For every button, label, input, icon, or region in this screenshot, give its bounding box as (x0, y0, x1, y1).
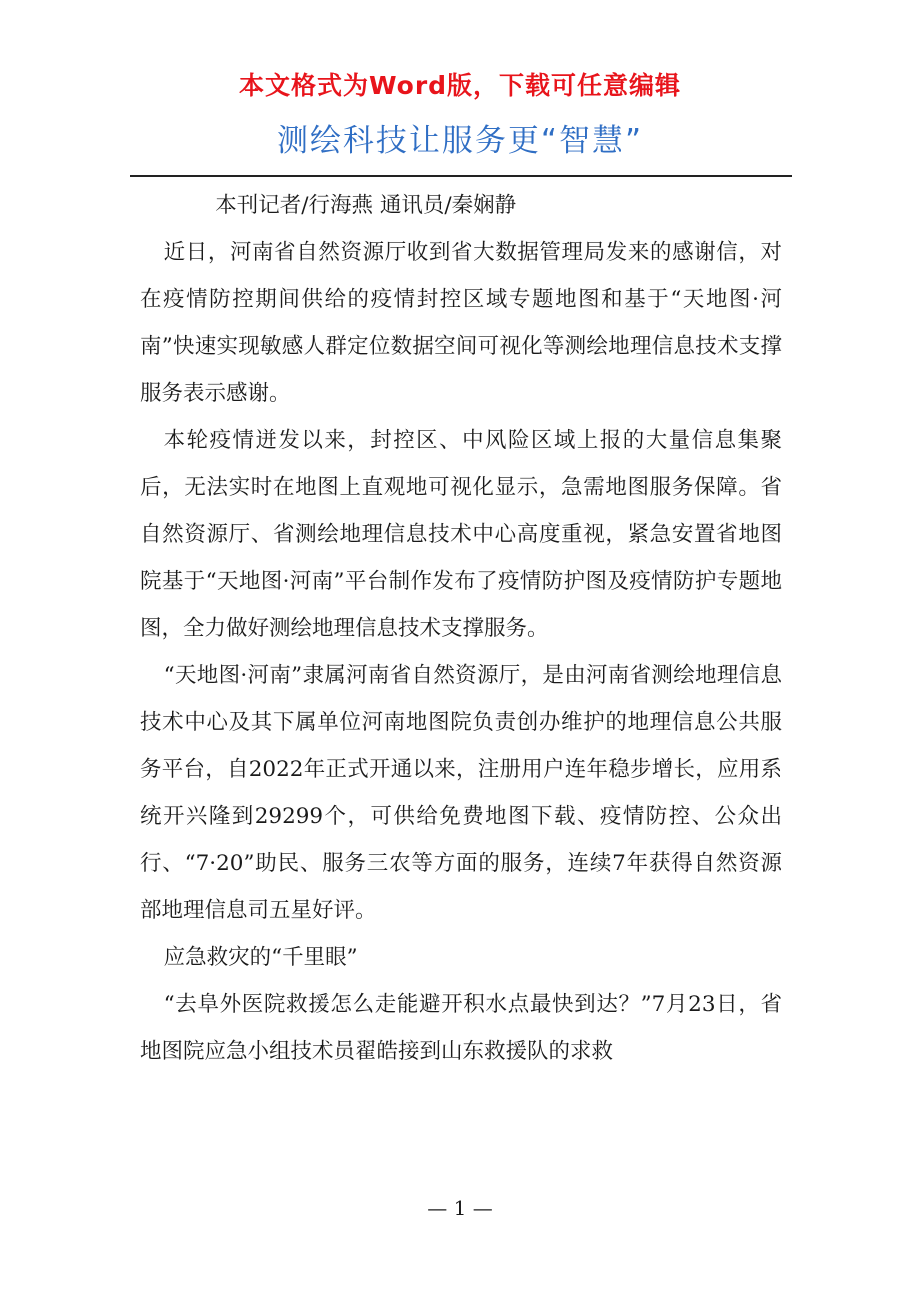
paragraph: 本轮疫情迸发以来，封控区、中风险区域上报的大量信息集聚后，无法实时在地图上直观地可视化显示，急需地图服务保障。省自然资源厅、省测绘地理信息技术中心高度重视，紧急安置省地图院基于“天地图·河南”平台制作发布了疫情防护图及疫情防护专题地图，全力做好测绘地理信息技术支撑服务。 (140, 428, 782, 641)
download-notice: 本文格式为Word版，下载可任意编辑 (238, 71, 682, 100)
byline: 本刊记者/行海燕 通讯员/秦娴静 (215, 193, 517, 218)
paragraph: “去阜外医院救援怎么走能避开积水点最快到达？”7月23日，省地图院应急小组技术员翟皓接到山东救援队的求救 (140, 992, 782, 1064)
article-body (140, 182, 782, 1075)
article-title: 测绘科技让服务更“智慧” (276, 123, 644, 159)
paragraph: 近日，河南省自然资源厅收到省大数据管理局发来的感谢信，对在疫情防控期间供给的疫情封控区域专题地图和基于“天地图·河南”快速实现敏感人群定位数据空间可视化等测绘地理信息技术支撑服务表示感谢。 (140, 240, 782, 406)
paragraph: “天地图·河南”隶属河南省自然资源厅，是由河南省测绘地理信息技术中心及其下属单位河南地图院负责创办维护的地理信息公共服务平台，自2022年正式开通以来，注册用户连年稳步增长，应用系统开兴隆到29299个，可供给免费地图下载、疫情防控、公众出行、“7·20”助民、服务三农等方面的服务，连续7年获得自然资源部地理信息司五星好评。 (140, 663, 782, 923)
section-subheading: 应急救灾的“千里眼” (163, 945, 358, 970)
page-number: — 1 — (427, 1196, 493, 1220)
title-divider (130, 175, 792, 177)
